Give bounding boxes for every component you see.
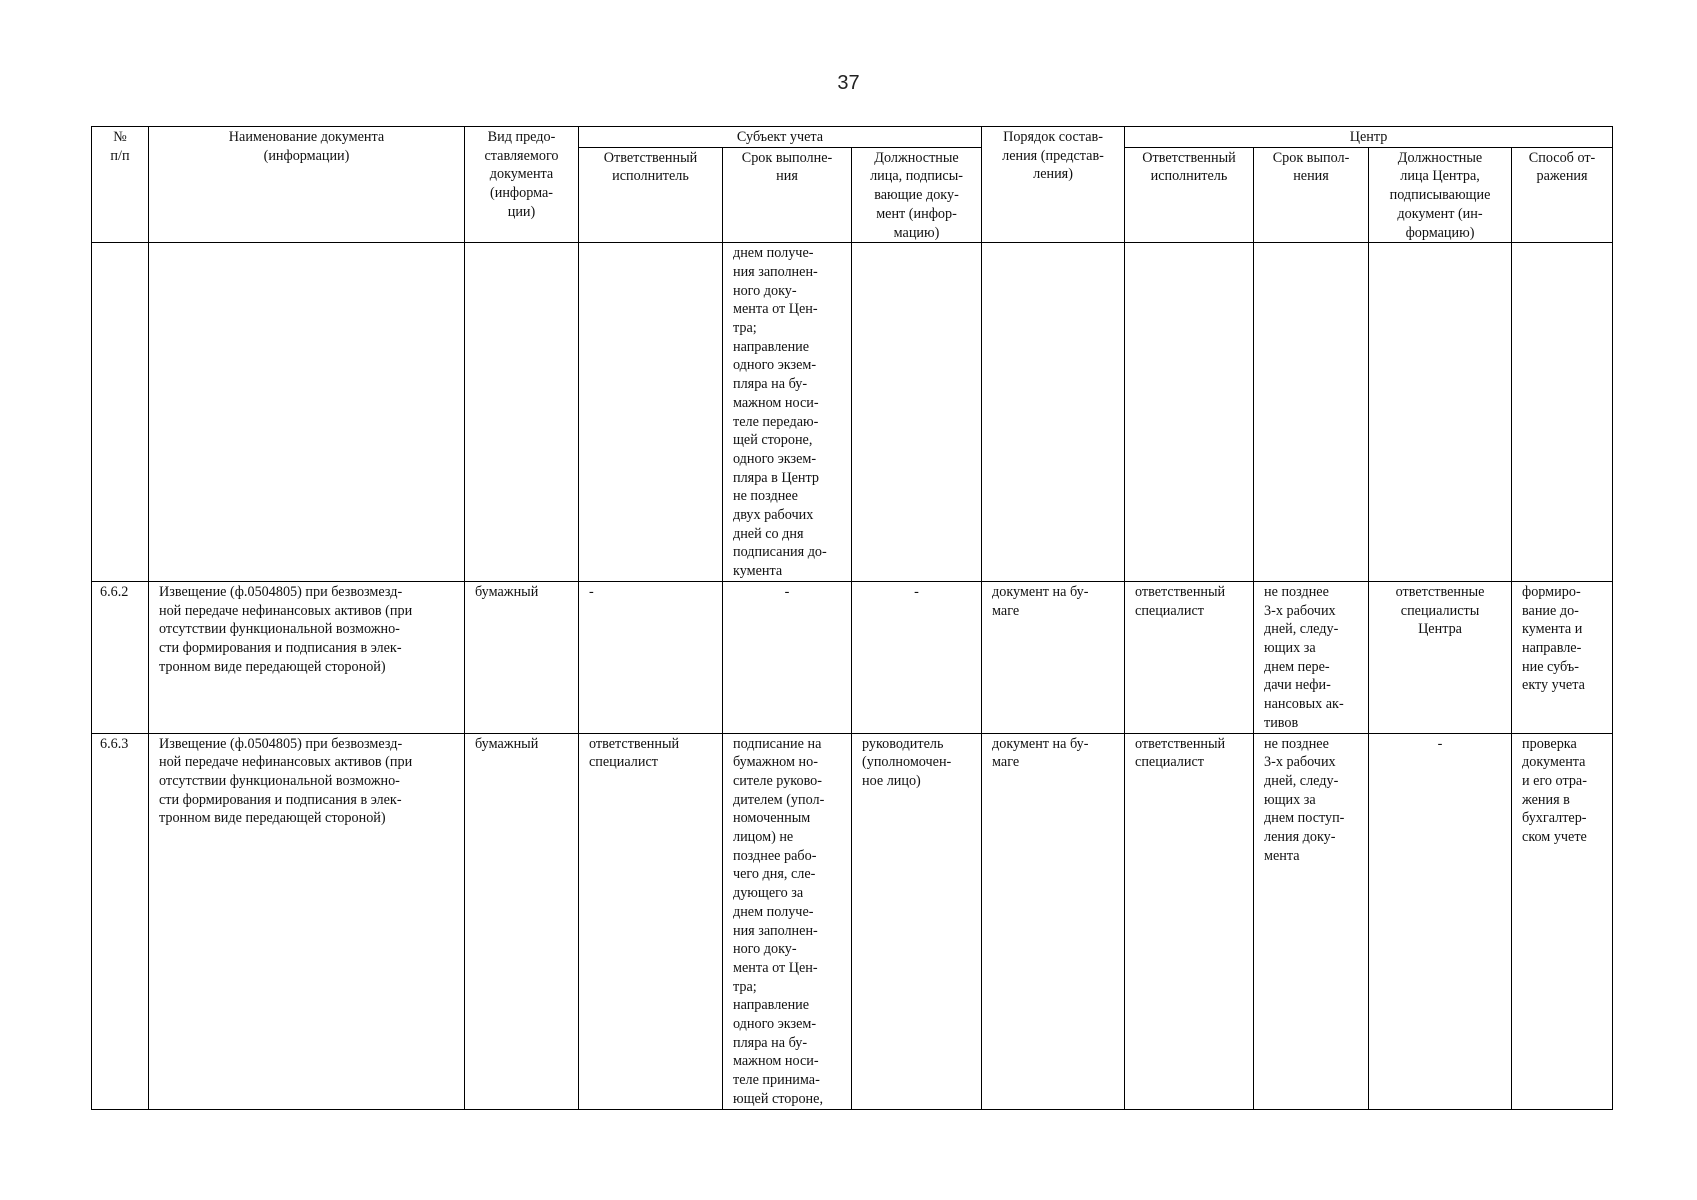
header-doc-name: Наименование документа (информации) [149, 127, 465, 243]
cell-subject-responsible: - [579, 581, 723, 733]
header-center-deadline: Срок выпол- нения [1254, 147, 1369, 243]
header-subject-officials: Должностные лица, подписы- вающие доку- мент (инфор- мацию) [852, 147, 982, 243]
header-no: № п/п [92, 127, 149, 243]
cell-subject-officials [852, 243, 982, 582]
cell-center-responsible: ответственный специалист [1125, 581, 1254, 733]
table-row [92, 581, 1613, 733]
cell-subject-deadline: подписание на бумажном но- сителе руково- дителем (упол- номоченным лицом) не позднее рабо- чего дня, сле- дующего за днем получе- ния заполнен- ного доку- мента от Цен- тра; направление одного экзем- пляра на бу- мажном носи- теле принима- ющей стороне, [723, 733, 852, 1109]
cell-center-officials [1369, 243, 1512, 582]
cell-doc-name: Извещение (ф.0504805) при безвозмезд- ной передаче нефинансовых активов (при отсутствии функциональной возможно- сти формирования и подписания в элек- тронном виде передающей стороной) [149, 733, 465, 1109]
cell-center-method: формиро- вание до- кумента и направле- ние субъ- екту учета [1512, 581, 1613, 733]
table-row [92, 243, 1613, 582]
cell-center-officials: ответственные специалисты Центра [1369, 581, 1512, 733]
header-doc-kind: Вид предо- ставляемого документа (информа- ции) [465, 127, 579, 243]
header-subject-responsible: Ответственный исполнитель [579, 147, 723, 243]
cell-doc-name [149, 243, 465, 582]
cell-center-responsible: ответственный специалист [1125, 733, 1254, 1109]
cell-procedure: документ на бу- маге [982, 733, 1125, 1109]
header-center-group: Центр [1125, 127, 1613, 148]
header-procedure: Порядок состав- ления (представ- ления) [982, 127, 1125, 243]
cell-doc-kind: бумажный [465, 733, 579, 1109]
cell-no: 6.6.2 [92, 581, 149, 733]
cell-center-method: проверка документа и его отра- жения в бухгалтер- ском учете [1512, 733, 1613, 1109]
header-center-method: Способ от- ражения [1512, 147, 1613, 243]
cell-subject-deadline: - [723, 581, 852, 733]
cell-procedure: документ на бу- маге [982, 581, 1125, 733]
cell-center-deadline [1254, 243, 1369, 582]
cell-subject-officials: руководитель (уполномочен- ное лицо) [852, 733, 982, 1109]
table-row [92, 733, 1613, 1109]
cell-subject-responsible [579, 243, 723, 582]
cell-center-officials: - [1369, 733, 1512, 1109]
cell-center-method [1512, 243, 1613, 582]
cell-subject-deadline: днем получе- ния заполнен- ного доку- мента от Цен- тра; направление одного экзем- пляра на бу- мажном носи- теле передаю- щей стороне, одного экзем- пляра в Центр не позднее двух рабочих дней со дня подписания до- кумента [723, 243, 852, 582]
cell-procedure [982, 243, 1125, 582]
cell-center-deadline: не позднее 3-х рабочих дней, следу- ющих за днем пере- дачи нефи- нансовых ак- тивов [1254, 581, 1369, 733]
header-subject-group: Субъект учета [579, 127, 982, 148]
cell-doc-kind [465, 243, 579, 582]
header-center-officials: Должностные лица Центра, подписывающие документ (ин- формацию) [1369, 147, 1512, 243]
cell-center-responsible [1125, 243, 1254, 582]
cell-no: 6.6.3 [92, 733, 149, 1109]
cell-no [92, 243, 149, 582]
header-center-responsible: Ответственный исполнитель [1125, 147, 1254, 243]
page-number: 37 [837, 72, 860, 94]
cell-subject-officials: - [852, 581, 982, 733]
cell-center-deadline: не позднее 3-х рабочих дней, следу- ющих за днем поступ- ления доку- мента [1254, 733, 1369, 1109]
document-register-table [91, 126, 1613, 1110]
cell-doc-kind: бумажный [465, 581, 579, 733]
header-row-1 [92, 127, 1613, 148]
cell-subject-responsible: ответственный специалист [579, 733, 723, 1109]
header-subject-deadline: Срок выполне- ния [723, 147, 852, 243]
cell-doc-name: Извещение (ф.0504805) при безвозмезд- ной передаче нефинансовых активов (при отсутствии функциональной возможно- сти формирования и подписания в элек- тронном виде передающей стороной) [149, 581, 465, 733]
